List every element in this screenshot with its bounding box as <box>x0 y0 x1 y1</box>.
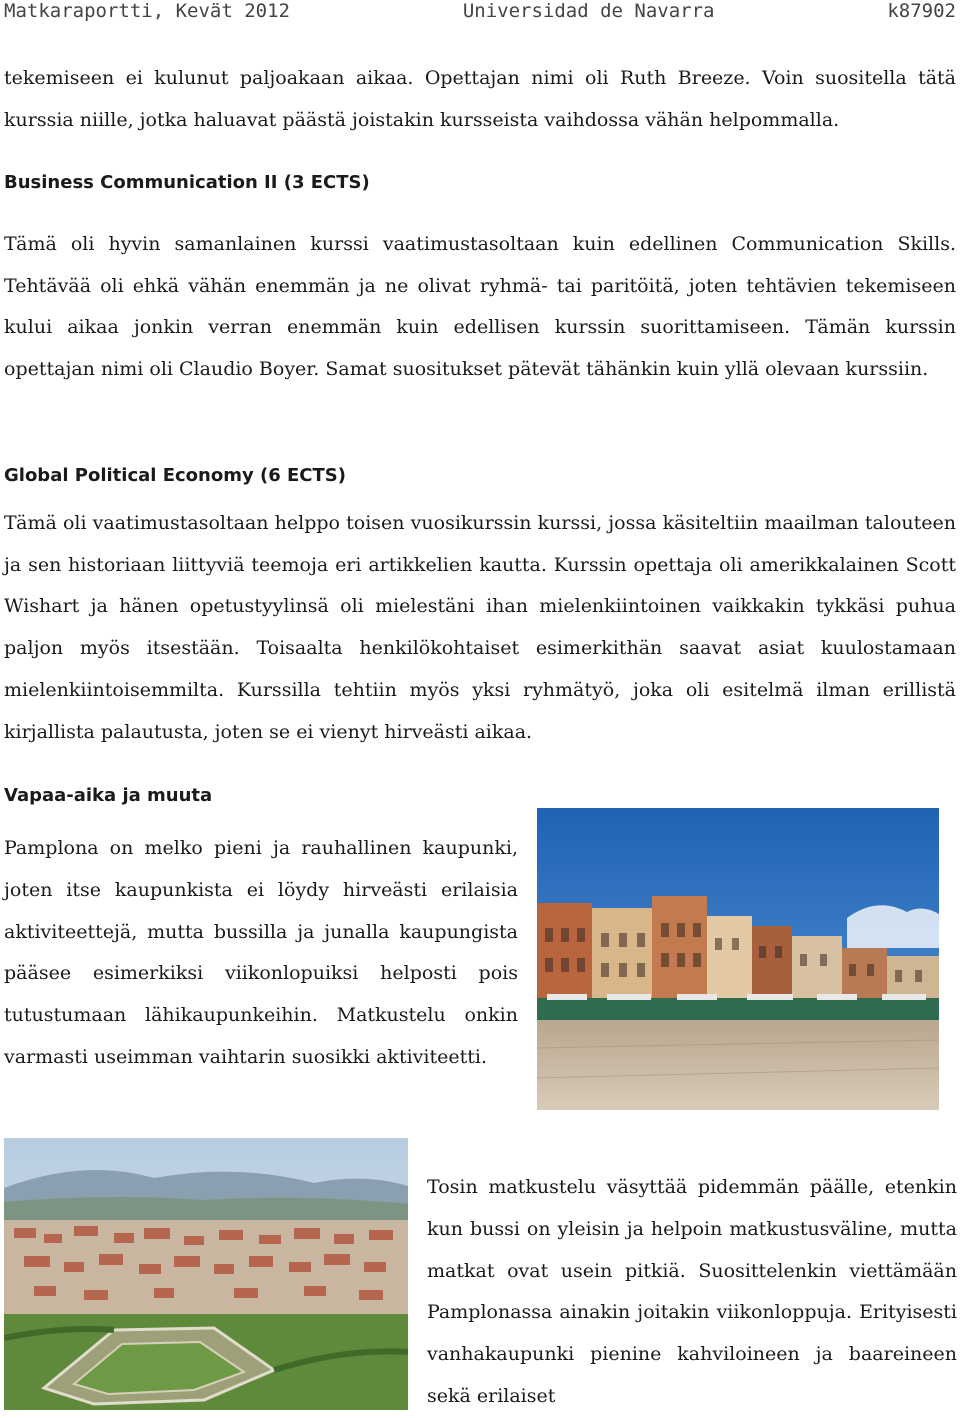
heading-vapaa-aika: Vapaa-aika ja muuta <box>4 785 213 806</box>
header-student-id: k87902 <box>887 0 956 22</box>
paragraph-pamplona: Pamplona on melko pieni ja rauhallinen kaupunki, joten itse kaupunkista ei löydy hirveästi erilaisia aktiviteettejä, mutta bussilla ja junalla kaupungista pääsee esimerkiksi viikonlopuiksi helposti pois tutustumaan lähikaupunkeihin. Matkustelu onkin varmasti useimman vaihtarin suosikki aktiviteetti. <box>4 837 518 1068</box>
heading-global-political-economy: Global Political Economy (6 ECTS) <box>4 465 346 486</box>
page-header <box>4 0 956 22</box>
paragraph-matkustelu: Tosin matkustelu väsyttää pidemmän päälle, etenkin kun bussi on yleisin ja helpoin matkustusväline, mutta matkat ovat usein pitkiä. Suosittelenkin viettämään Pamplonassa ainakin joitakin viikonloppuja. Erityisesti vanhakaupunki pienine kahviloineen ja baareineen sekä erilaiset <box>427 1176 957 1407</box>
paragraph-global-political-economy: Tämä oli vaatimustasoltaan helppo toisen vuosikurssin kurssi, jossa käsiteltiin maailman talouteen ja sen historiaan liittyviä teemoja eri artikkelien kautta. Kurssin opettaja oli amerikkalainen Scott Wishart ja hänen opetustyylinsä oli mielestäni ihan mielenkiintoinen vaikkakin tykkäsi puhua paljon myös itsestään. Toisaalta henkilökohtaiset esimerkithän saavat asiat kuulostamaan mielenkiintoisemmilta. Kurssilla tehtiin myös yksi ryhmätyö, joka oli esitelmä ilman erillistä kirjallista palautusta, joten se ei vienyt hirveästi aikaa. <box>4 512 956 743</box>
paragraph-business-communication: Tämä oli hyvin samanlainen kurssi vaatimustasoltaan kuin edellinen Communication Skills. Tehtävää oli ehkä vähän enemmän ja ne olivat ryhmä- tai paritöitä, joten tehtävien tekemiseen kului aikaa jonkin verran enemmän kuin edellisen kurssin suorittamiseen. Tämän kurssin opettajan nimi oli Claudio Boyer. Samat suositukset pätevät tähänkin kuin yllä olevaan kurssiin. <box>4 233 956 381</box>
header-university: Universidad de Navarra <box>462 0 715 22</box>
heading-business-communication: Business Communication II (3 ECTS) <box>4 172 370 193</box>
header-title: Matkaraportti, Kevät 2012 <box>4 0 290 22</box>
photo-plaza-del-castillo <box>537 808 939 1110</box>
photo-pamplona-aerial-citadel <box>4 1138 408 1410</box>
paragraph-intro: tekemiseen ei kulunut paljoakaan aikaa. Opettajan nimi oli Ruth Breeze. Voin suositella tätä kurssia niille, jotka haluavat päästä joistakin kursseista vaihdossa vähän helpommalla. <box>4 67 956 131</box>
